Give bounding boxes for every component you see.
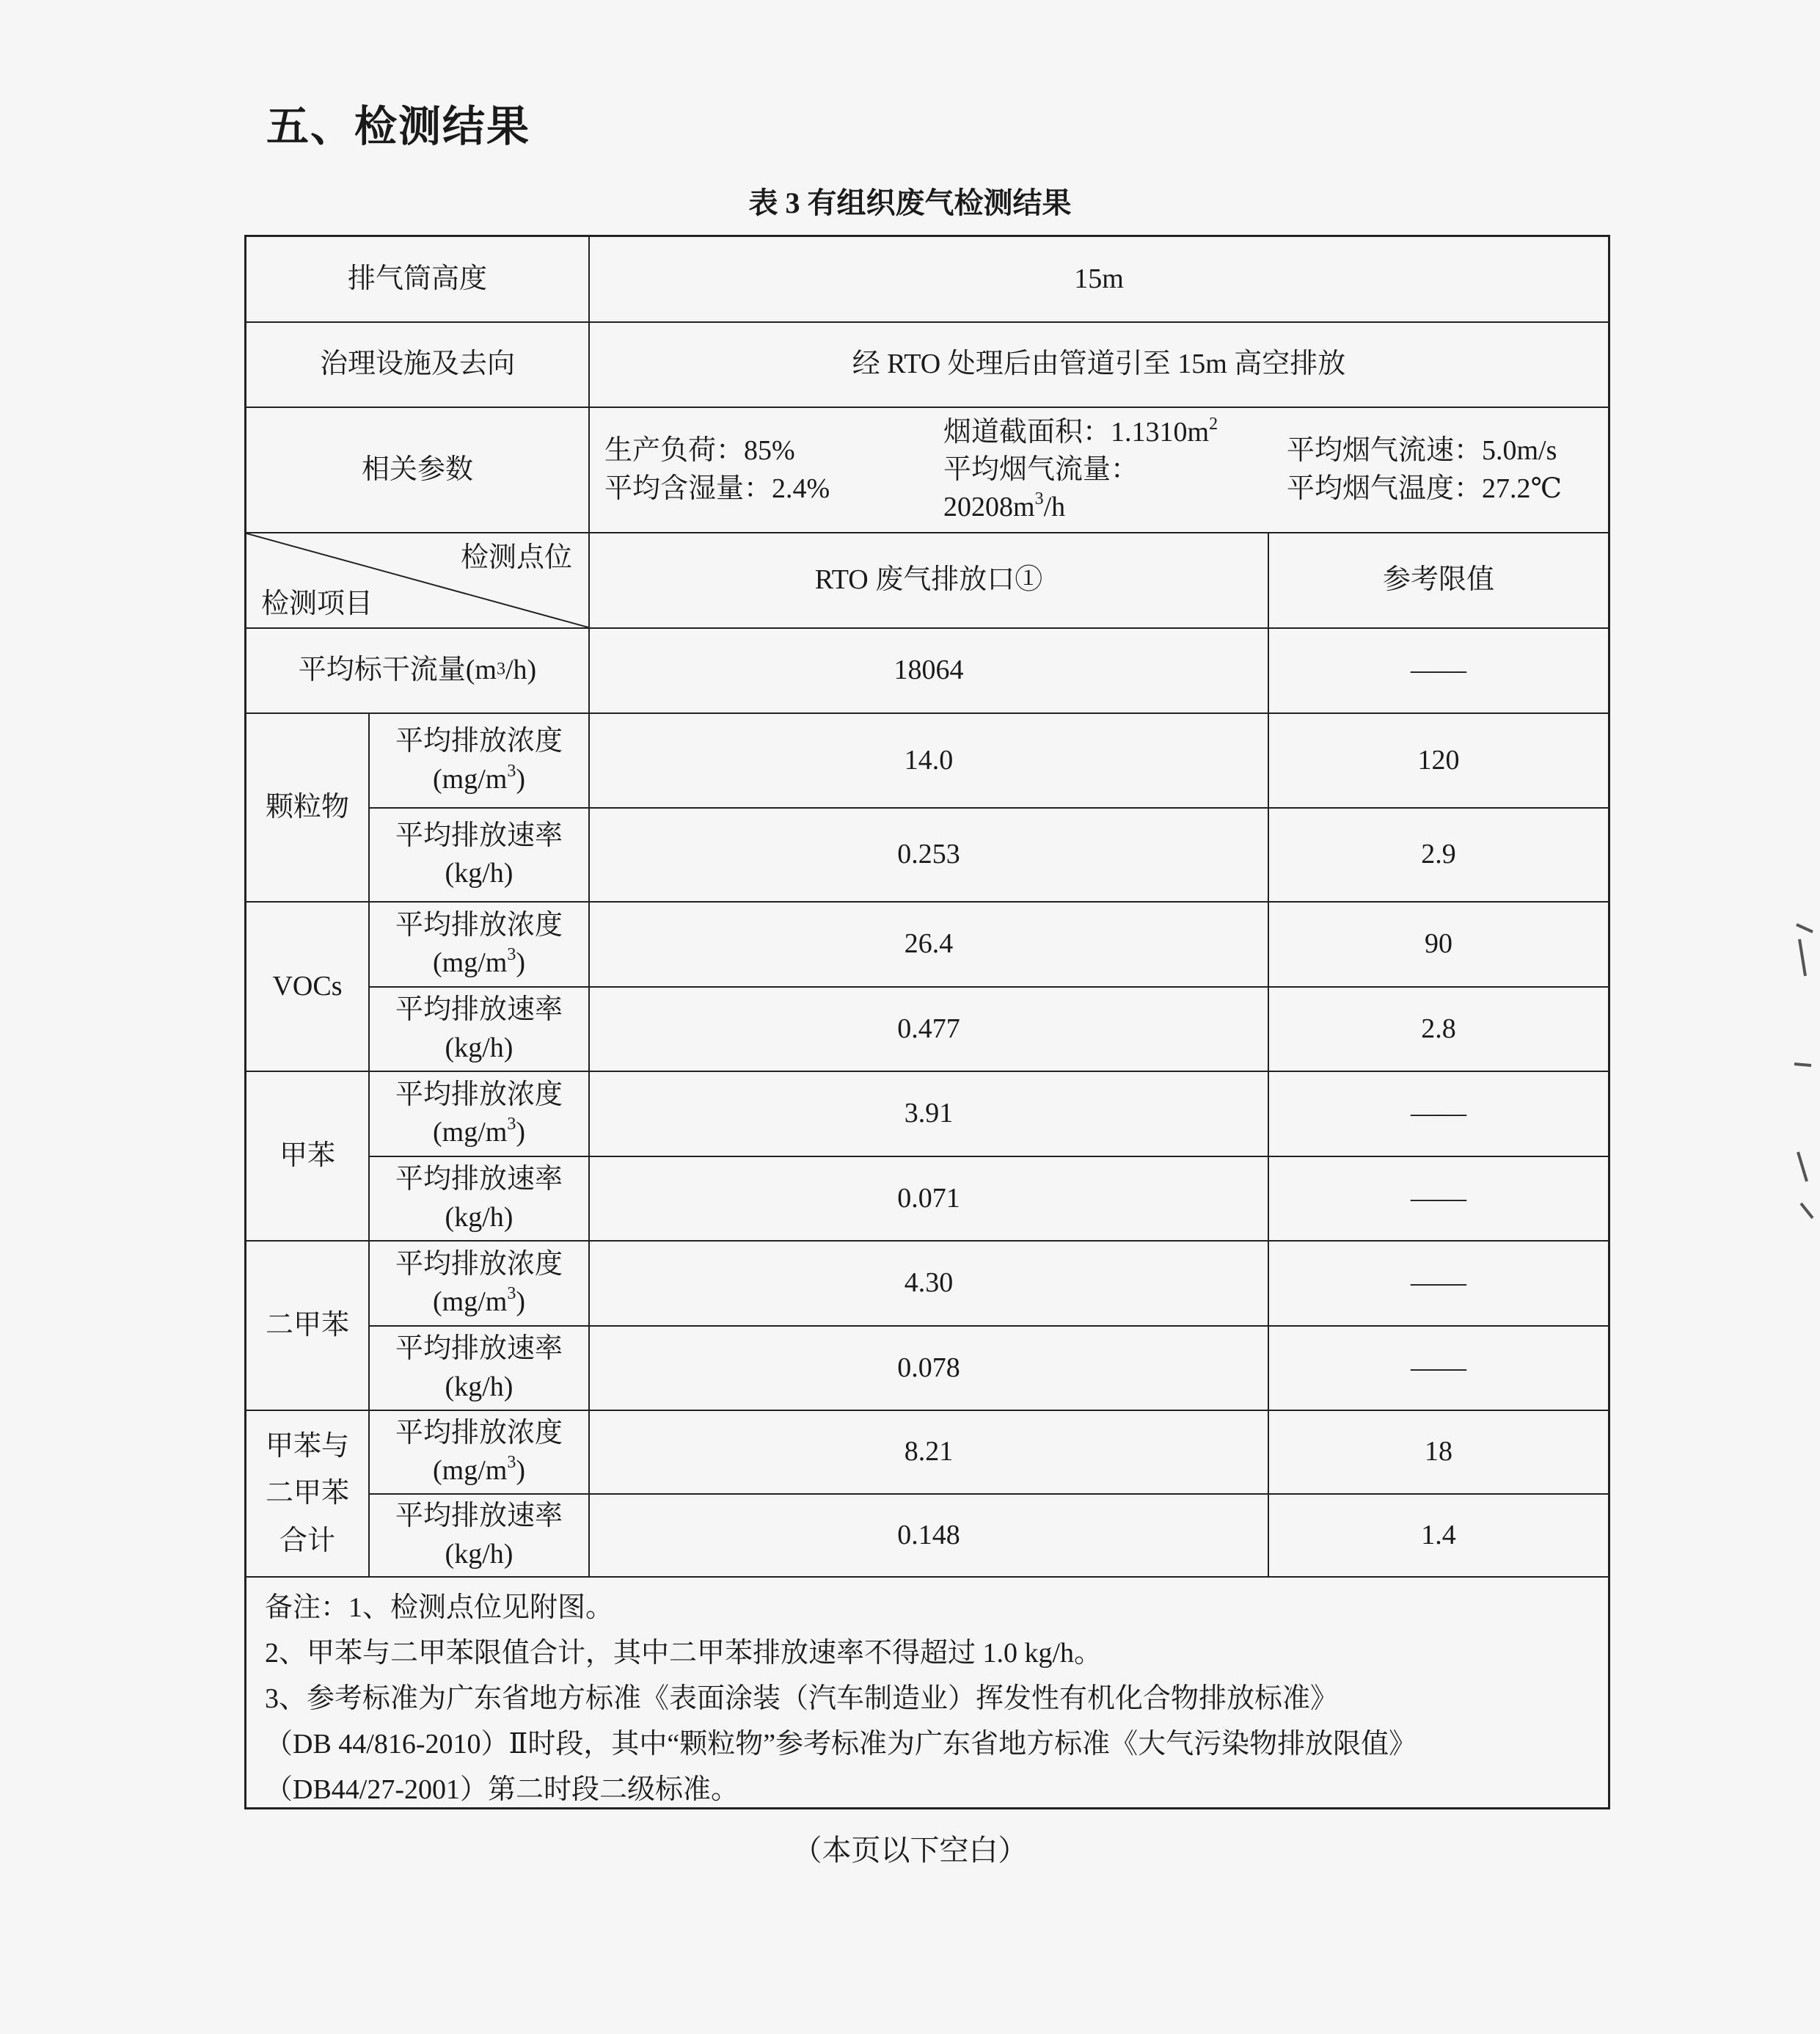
rate-label: 平均排放速率 (kg/h) xyxy=(370,1157,590,1242)
vocs-rate-limit: 2.8 xyxy=(1269,988,1608,1072)
conc-label: 平均排放浓度 $(mg/m^3)$ xyxy=(370,714,590,809)
conc-label: 平均排放浓度 $(mg/m^3)$ xyxy=(370,1072,590,1157)
rate-label: 平均排放速率 (kg/h) xyxy=(370,809,590,903)
param-area: 烟道截面积：$1.1310m^2$ xyxy=(943,414,1218,448)
group-name-toluene: 甲苯 xyxy=(246,1072,370,1242)
param-load: 生产负荷：85% xyxy=(604,435,795,467)
table-title: 表 3 有组织废气检测结果 xyxy=(748,186,1072,219)
diagonal-header-cell xyxy=(246,533,590,629)
total-conc-limit: 18 xyxy=(1269,1411,1608,1495)
param-moisture: 平均含湿量：2.4% xyxy=(604,473,830,504)
param-speed: 平均烟气流速：5.0m/s xyxy=(1287,435,1557,467)
particulate-rate-limit: 2.9 xyxy=(1269,809,1608,903)
group-name-xylene: 二甲苯 xyxy=(246,1242,370,1411)
params-label: 相关参数 xyxy=(246,408,590,533)
rate-label: 平均排放速率 (kg/h) xyxy=(370,1495,590,1578)
note-line: 3、参考标准为广东省地方标准《表面涂装（汽车制造业）挥发性有机化合物排放标准》 xyxy=(265,1683,1339,1714)
group-name-toluene-xylene-total: 甲苯与 二甲苯 合计 xyxy=(246,1411,370,1578)
rate-label: 平均排放速率 (kg/h) xyxy=(370,988,590,1072)
group-name-vocs: VOCs xyxy=(246,903,370,1072)
conc-label: 平均排放浓度 $(mg/m^3)$ xyxy=(370,1242,590,1327)
header-item-caption: 检测项目 xyxy=(261,588,373,619)
rate-label: 平均排放速率 (kg/h) xyxy=(370,1327,590,1411)
toluene-conc-limit: —— xyxy=(1269,1072,1608,1157)
params-col-2 xyxy=(943,414,1287,527)
conc-label: 平均排放浓度 $(mg/m^3)$ xyxy=(370,903,590,988)
vocs-conc-limit: 90 xyxy=(1269,903,1608,988)
particulate-conc-value: 14.0 xyxy=(590,714,1269,809)
xylene-conc-value: 4.30 xyxy=(590,1242,1269,1327)
stack-height-label: 排气筒高度 xyxy=(246,237,590,323)
note-line: （DB 44/816-2010）Ⅱ时段，其中“颗粒物”参考标准为广东省地方标准《大气污染物排放限值》 xyxy=(265,1729,1417,1760)
group-name-particulate: 颗粒物 xyxy=(246,714,370,903)
header-point-caption: 检测点位 xyxy=(460,542,572,573)
treatment-label: 治理设施及去向 xyxy=(246,323,590,408)
header-limit: 参考限值 xyxy=(1269,533,1608,629)
params-col-3 xyxy=(1287,432,1562,508)
treatment-value: 经 RTO 处理后由管道引至 15m 高空排放 xyxy=(590,323,1608,408)
param-flow-value: $20208m^3/h$ xyxy=(943,489,1066,523)
blank-page-note: （本页以下空白） xyxy=(792,1834,1028,1867)
particulate-rate-value: 0.253 xyxy=(590,809,1269,903)
xylene-rate-limit: —— xyxy=(1269,1327,1608,1411)
vocs-conc-value: 26.4 xyxy=(590,903,1269,988)
stack-height-value: 15m xyxy=(590,237,1608,323)
toluene-conc-value: 3.91 xyxy=(590,1072,1269,1157)
note-line: （DB44/27-2001）第二时段二级标准。 xyxy=(265,1774,739,1805)
conc-label: 平均排放浓度 $(mg/m^3)$ xyxy=(370,1411,590,1495)
flow-row-label: 平均标干流量(m $^3$ /h) xyxy=(246,629,590,714)
table-notes xyxy=(246,1578,1608,1807)
flow-row-limit: —— xyxy=(1269,629,1608,714)
total-conc-value: 8.21 xyxy=(590,1411,1269,1495)
particulate-conc-limit: 120 xyxy=(1269,714,1608,809)
note-line: 备注：1、检测点位见附图。 xyxy=(265,1592,614,1623)
scan-edge-marks xyxy=(1791,910,1820,1240)
toluene-rate-value: 0.071 xyxy=(590,1157,1269,1242)
total-rate-value: 0.148 xyxy=(590,1495,1269,1578)
total-rate-limit: 1.4 xyxy=(1269,1495,1608,1578)
section-title: 五、检测结果 xyxy=(266,103,531,150)
param-temp: 平均烟气温度：27.2℃ xyxy=(1287,473,1563,504)
note-line: 2、甲苯与二甲苯限值合计，其中二甲苯排放速率不得超过 1.0 kg/h。 xyxy=(265,1638,1103,1669)
emission-results-table xyxy=(244,235,1610,1809)
xylene-rate-value: 0.078 xyxy=(590,1327,1269,1411)
vocs-rate-value: 0.477 xyxy=(590,988,1269,1072)
param-flow-label: 平均烟气流量： xyxy=(943,453,1139,485)
params-col-1 xyxy=(604,432,943,508)
toluene-rate-limit: —— xyxy=(1269,1157,1608,1242)
xylene-conc-limit: —— xyxy=(1269,1242,1608,1327)
header-point: RTO 废气排放口① xyxy=(590,533,1269,629)
flow-row-value: 18064 xyxy=(590,629,1269,714)
params-value xyxy=(590,408,1608,533)
